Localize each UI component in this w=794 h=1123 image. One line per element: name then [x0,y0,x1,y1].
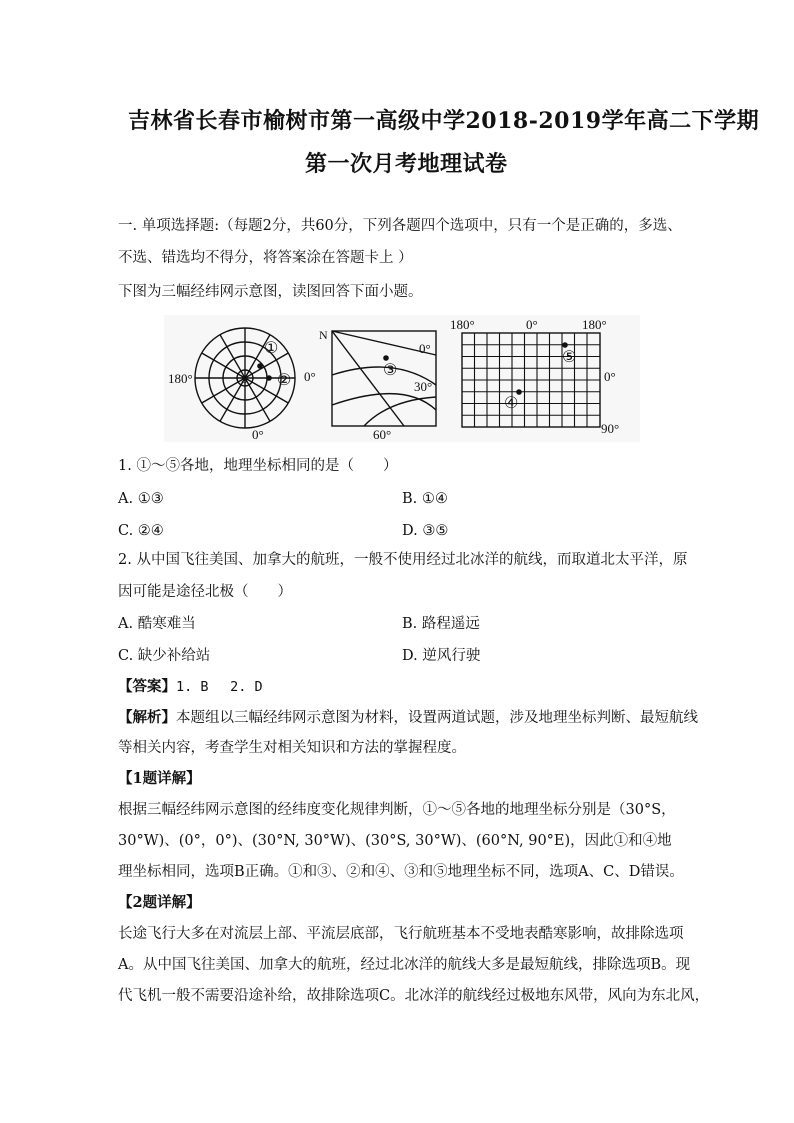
question-1-option-d: D. ③⑤ [402,523,449,539]
figure-intro: 下图为三幅经纬网示意图，读图回答下面小题。 [118,284,423,300]
question-1-option-b: B. ①④ [402,491,448,507]
marker-2: ② [277,372,292,389]
detail-1-text-2: 30°W)、(0°，0°)、(30°N, 30°W)、(30°S, 30°W)、(60°N, 90°E)，因此①和④地 [118,833,672,849]
detail-2-text: 长途飞行大多在对流层上部、平流层底部，飞行航班基本不受地表酷寒影响，故排除选项 [118,926,684,942]
doc-title-line2: 第一次月考地理试卷 [305,151,508,177]
question-1-option-c: C. ②④ [118,523,164,539]
detail-2-text-3: 代飞机一般不需要沿途补给，故排除选项C。北冰洋的航线经过极地东风带，风向为东北风， [118,988,710,1004]
marker-4: ④ [504,395,519,412]
analysis-text: 本题组以三幅经纬网示意图为材料，设置两道试题，涉及地理坐标判断、最短航线 [176,710,698,726]
grid-label-90: 90° [601,421,620,436]
grid-label-0-top: 0° [526,317,538,332]
rect-label-60: 60° [373,427,392,442]
grid-label-180-left: 180° [450,317,475,332]
answer-tag: 【答案】 [118,678,176,695]
rect-label-0: 0° [419,341,431,356]
polar-label-0-bottom: 0° [252,427,264,442]
grid-label-0-right: 0° [604,369,616,384]
detail-1-text: 根据三幅经纬网示意图的经纬度变化规律判断，①～⑤各地的地理坐标分别是（30°S， [118,802,676,818]
answer-line [118,677,263,697]
section-heading: 一. 单项选择题:（每题2分，共60分，下列各题四个选项中，只有一个是正确的，多选、 [118,218,682,234]
question-2-stem: 2. 从中国飞往美国、加拿大的航班，一般不使用经过北冰洋的航线，而取道北太平洋，原 [118,552,688,568]
question-1-stem: 1. ①～⑤各地，地理坐标相同的是（ ） [118,458,398,474]
rect-label-N: N [319,328,328,342]
graticule-figure-svg [164,315,640,442]
question-2-stem-cont: 因可能是途径北极（ ） [118,584,292,600]
grid-label-180-right: 180° [582,317,607,332]
marker-1: ① [264,340,279,357]
analysis-text-cont: 等相关内容，考查学生对相关知识和方法的掌握程度。 [118,740,466,756]
rect-label-30: 30° [414,379,433,394]
detail-2-text-2: A。从中国飞往美国、加拿大的航班，经过北冰洋的航线大多是最短航线，排除选项B。现 [118,957,691,973]
question-2-option-c: C. 缺少补给站 [118,648,211,664]
question-2-option-d: D. 逆风行驶 [402,648,481,664]
doc-title-line1: 吉林省长春市榆树市第一高级中学2018-2019学年高二下学期 [128,108,760,134]
analysis-line [118,708,698,728]
polar-label-180: 180° [168,371,193,386]
section-heading-cont: 不选、错选均不得分，将答案涂在答题卡上 ） [118,250,413,266]
detail-2-tag: 【2题详解】 [118,894,201,911]
question-2-option-a: A. 酷寒难当 [118,616,196,632]
detail-1-tag: 【1题详解】 [118,770,201,787]
answer-text: 1. B 2. D [176,679,263,695]
graticule-figure [164,315,640,442]
polar-label-S: S [241,372,248,386]
question-1-option-a: A. ①③ [118,491,164,507]
question-2-option-b: B. 路程遥远 [402,616,480,632]
analysis-tag: 【解析】 [118,709,176,726]
marker-5: ⑤ [562,349,577,366]
marker-3: ③ [383,362,398,379]
polar-label-0-right: 0° [304,369,316,384]
detail-1-text-3: 理坐标相同，选项B正确。①和③、②和④、③和⑤地理坐标不同，选项A、C、D错误。 [118,864,684,880]
